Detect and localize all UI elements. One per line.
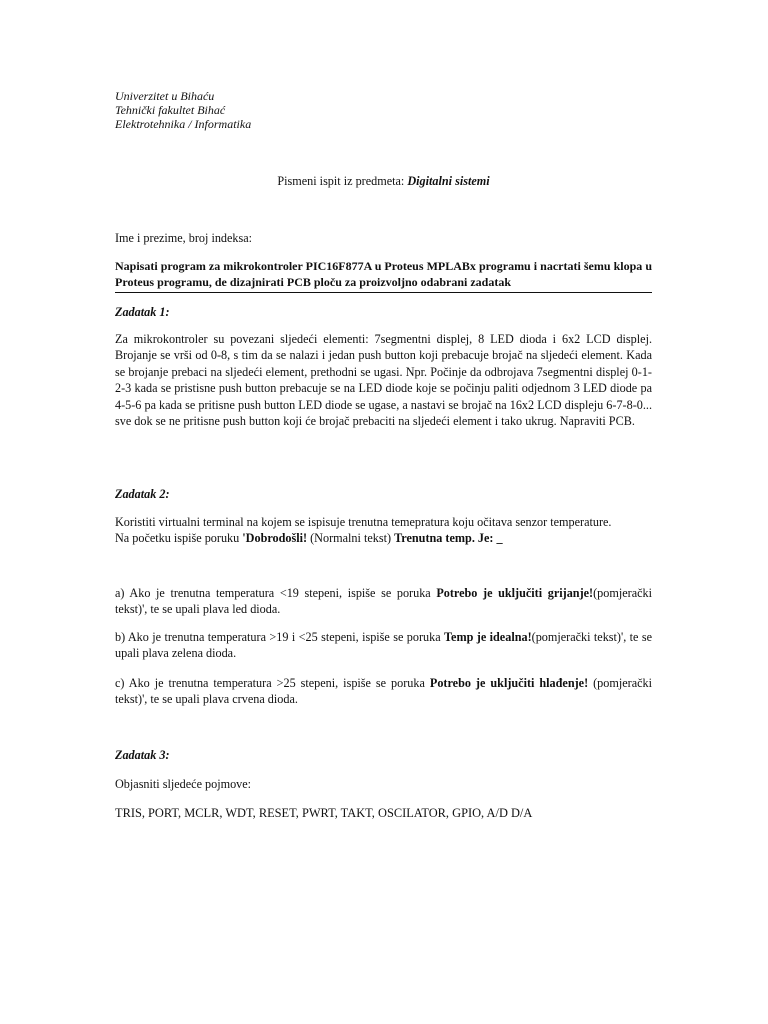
task2-a-prefix: a) Ako je trenutna temperatura <19 stepeni, ispiše se poruka: [115, 586, 437, 600]
task2-b-message: Temp je idealna!: [444, 630, 532, 644]
exam-title: [115, 173, 652, 189]
task1-text: Za mikrokontroler su povezani sljedeći elementi: 7segmentni displej, 8 LED dioda i 6x2 LCD displej. Brojanje se vrši od 0-8, s tim da se nalazi i jedan push button koji prebacuje brojač na sljedeći element. Kada se brojanje prebaci na sljedeći element, prethodni se ugasi. Npr. Počinje da odbrojava 7segmentni displej 0-1-2-3 kada se pristisne push button prebacuje se na LED diode koje se počinju paliti odjednom 3 LED diode pa 4-5-6 pa kada se pritisne push button LED diode se ugase, a nastavi se brojač na 16x2 LCD displeju 6-7-8-0... sve dok se ne pritisne push button koji će brojač prebaciti na sljedeći element i tako ukrug. Napraviti PCB.: [115, 332, 652, 429]
task3-title: Zadatak 3:: [115, 748, 170, 762]
student-name-field: Ime i prezime, broj indeksa:: [115, 231, 253, 245]
task2-c-message: Potrebo je uključiti hlađenje!: [429, 676, 589, 690]
task2-item-a: [115, 585, 652, 618]
task2-b-suffix: (pomjerački tekst)', te se upali plava zelena dioda.: [115, 630, 652, 661]
task2-b-prefix: b) Ako je trenutna temperatura >19 i <25 stepeni, ispiše se poruka: [115, 630, 445, 644]
task2-a-message: Potrebo je uključiti grijanje!: [436, 586, 594, 600]
task2-item-c: [115, 675, 652, 708]
exam-page: [115, 0, 652, 1024]
task2-intro-prefix: Na početku ispiše poruku: [115, 531, 243, 546]
task1-title: Zadatak 1:: [115, 305, 170, 319]
exam-subject: Digitalni sistemi: [407, 174, 490, 188]
task2-c-suffix: (pomjerački tekst)', te se upali plava crvena dioda.: [115, 676, 652, 707]
exam-instruction: Napisati program za mikrokontroler PIC16F877A u Proteus MPLABx programu i nacrtati šemu klopa u Proteus programu, de dizajnirati PCB ploču za proizvoljno odabrani zadatak: [115, 258, 652, 293]
task2-c-prefix: c) Ako je trenutna temperatura >25 stepeni, ispiše se poruka: [115, 676, 430, 690]
university-name: Univerzitet u Bihaću: [115, 89, 215, 103]
task2-title: Zadatak 2:: [115, 487, 170, 501]
task2-intro-line1: Koristiti virtualni terminal na kojem se ispisuje trenutna temepratura koju očitava senzor temperature.: [115, 515, 612, 529]
task3-text: Objasniti sljedeće pojmove:: [115, 777, 252, 791]
task3-terms: TRIS, PORT, MCLR, WDT, RESET, PWRT, TAKT, OSCILATOR, GPIO, A/D D/A: [115, 806, 533, 820]
task2-current-temp-message: Trenutna temp. Je: _: [394, 531, 503, 546]
department-name: Elektrotehnika / Informatika: [115, 117, 252, 131]
task2-normal-text-note: (Normalni tekst): [307, 531, 395, 546]
task2-a-suffix: (pomjerački tekst)', te se upali plava led dioda.: [115, 586, 652, 617]
task2-item-b: [115, 629, 652, 662]
faculty-name: Tehnički fakultet Bihać: [115, 103, 226, 117]
task2-welcome-message: 'Dobrodošli!: [242, 531, 308, 546]
task2-intro-line2: [115, 530, 652, 546]
task2-intro: [115, 514, 652, 547]
exam-title-prefix: Pismeni ispit iz predmeta:: [277, 174, 408, 188]
